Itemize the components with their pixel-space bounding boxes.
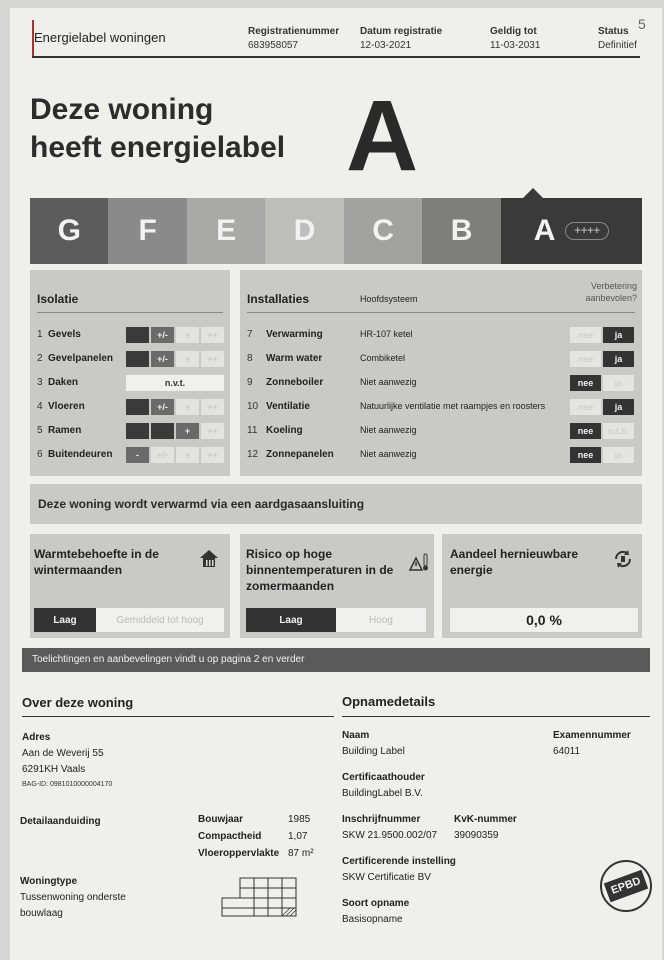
- isolatie-divider: [37, 312, 223, 313]
- rating-cell: +: [176, 327, 199, 343]
- row-name: Daken: [48, 377, 79, 388]
- heating-note-bar: [30, 484, 642, 524]
- header-field-status: [598, 26, 637, 51]
- toggle-no: nee: [570, 327, 601, 343]
- installaties-panel: [240, 270, 642, 476]
- field-value: Definitief: [598, 40, 637, 51]
- gauge-high: Hoog: [336, 608, 426, 632]
- exam-label: Examennummer: [553, 730, 631, 741]
- epbd-logo: [600, 860, 652, 912]
- field-label: Status: [598, 26, 629, 37]
- isolatie-row: [30, 422, 230, 440]
- naam-value: Building Label: [342, 746, 405, 757]
- installatie-row: [240, 422, 642, 440]
- rating-cell: +: [176, 447, 199, 463]
- row-number: 1: [37, 329, 43, 340]
- box-title: Aandeel hernieuwbare energie: [450, 547, 579, 577]
- scale-step-d: D: [265, 198, 343, 264]
- soort-label: Soort opname: [342, 898, 410, 909]
- gauge-high: Gemiddeld tot hoog: [96, 608, 224, 632]
- isolatie-title: Isolatie: [37, 292, 79, 306]
- installatie-row: [240, 326, 642, 344]
- row-number: 9: [247, 377, 253, 388]
- rating-cell: [126, 423, 149, 439]
- rating-cell: +/-: [151, 399, 174, 415]
- row-name: Zonneboiler: [266, 377, 324, 388]
- house-heat-icon: [198, 548, 220, 568]
- row-system: HR-107 ketel: [360, 329, 413, 339]
- toggle-no: nee: [570, 351, 601, 367]
- row-number: 2: [37, 353, 43, 364]
- header-field-geldig: [490, 26, 540, 51]
- spec-bouwjaar-value: 1985: [288, 814, 311, 825]
- scale-step-b: B: [422, 198, 500, 264]
- field-value: 11-03-2031: [490, 40, 541, 51]
- woningtype-line2: bouwlaag: [20, 908, 63, 919]
- row-system: Niet aanwezig: [360, 449, 417, 459]
- insch-label: Inschrijfnummer: [342, 814, 421, 825]
- scale-step-e: E: [187, 198, 265, 264]
- heating-note: Deze woning wordt verwarmd via een aardgasaansluiting: [38, 497, 365, 511]
- rating-cell: ++: [201, 447, 224, 463]
- row-name: Buitendeuren: [48, 449, 113, 460]
- scale-extra-badge: ++++: [565, 222, 609, 240]
- headline-line1: Deze woning: [30, 93, 214, 126]
- woningtype-label: Woningtype: [20, 876, 78, 887]
- scale-active-letter: A: [533, 214, 556, 247]
- toggle-yes: ja: [603, 351, 634, 367]
- inst-value: SKW Certificatie BV: [342, 872, 431, 883]
- toggle-yes: ja: [603, 399, 634, 415]
- row-number: 12: [247, 449, 259, 460]
- opname-title: Opnamedetails: [342, 694, 436, 709]
- rating-cell: [126, 351, 149, 367]
- toggle-no: nee: [570, 447, 601, 463]
- row-number: 8: [247, 353, 253, 364]
- label-scale: [30, 198, 642, 264]
- adres-line2: 6291KH Vaals: [22, 764, 86, 775]
- row-number: 10: [247, 401, 259, 412]
- installaties-improve-label: Verbetering aanbevolen?: [585, 281, 637, 303]
- improvement-toggle: [570, 327, 634, 343]
- row-system: Natuurlijke ventilatie met raampjes en roosters: [360, 401, 546, 411]
- woning-title: Over deze woning: [22, 695, 134, 710]
- header-field-datum: [360, 26, 442, 51]
- bag-id: BAG-ID: 0981010000004170: [22, 781, 113, 788]
- rating-cell: n.v.t.: [126, 375, 224, 391]
- scale-step-f: F: [108, 198, 186, 264]
- woning-divider: [22, 716, 334, 717]
- rating-cell: ++: [201, 351, 224, 367]
- isolatie-row: [30, 350, 230, 368]
- field-label: Datum registratie: [360, 26, 443, 37]
- adres-line1: Aan de Weverij 55: [22, 748, 104, 759]
- row-name: Ventilatie: [266, 401, 310, 412]
- corner-mark: 5: [638, 16, 646, 32]
- row-name: Zonnepanelen: [266, 449, 334, 460]
- box-hernieuwbaar: [442, 534, 642, 638]
- rating-cell: +: [176, 399, 199, 415]
- installatie-row: [240, 446, 642, 464]
- installaties-divider: [247, 312, 635, 313]
- recycle-icon: [612, 548, 634, 570]
- renewable-share-value: 0,0 %: [450, 608, 638, 632]
- isolatie-row: [30, 374, 230, 392]
- isolatie-panel: [30, 270, 230, 476]
- doc-title: Energielabel woningen: [34, 30, 166, 45]
- toggle-yes: ja: [603, 447, 634, 463]
- rating-cells: [126, 375, 224, 391]
- scale-step-g: G: [30, 198, 108, 264]
- box-warmtebehoefte: [30, 534, 230, 638]
- improvement-toggle: [570, 423, 634, 439]
- header-field-registratienummer: [248, 26, 339, 51]
- row-system: Niet aanwezig: [360, 377, 417, 387]
- installatie-row: [240, 398, 642, 416]
- rating-cell: [151, 423, 174, 439]
- improvement-toggle: [570, 447, 634, 463]
- row-number: 11: [247, 425, 258, 436]
- kvk-label: KvK-nummer: [454, 814, 517, 825]
- woningtype-line1: Tussenwoning onderste: [20, 892, 126, 903]
- rating-cell: [126, 327, 149, 343]
- opname-divider: [342, 716, 650, 717]
- kvk-value: 39090359: [454, 830, 499, 841]
- spec-vloer-label: Vloeroppervlakte: [198, 848, 280, 859]
- field-value: 12-03-2021: [360, 40, 412, 51]
- field-label: Registratienummer: [248, 26, 340, 37]
- toggle-no: nee: [570, 399, 601, 415]
- rating-cell: ++: [201, 399, 224, 415]
- row-number: 3: [37, 377, 43, 388]
- inst-label: Certificerende instelling: [342, 856, 456, 867]
- rating-cell: [126, 399, 149, 415]
- cert-label: Certificaathouder: [342, 772, 425, 783]
- row-name: Ramen: [48, 425, 82, 436]
- row-name: Gevels: [48, 329, 81, 340]
- spec-compactheid-label: Compactheid: [198, 831, 262, 842]
- row-number: 6: [37, 449, 43, 460]
- row-number: 7: [247, 329, 253, 340]
- rating-cells: [126, 399, 224, 415]
- rating-cell: +/-: [151, 447, 174, 463]
- gauge-low: Laag: [34, 608, 96, 632]
- headline-label: A: [346, 80, 419, 192]
- isolatie-row: [30, 326, 230, 344]
- spec-compactheid-value: 1,07: [288, 831, 308, 842]
- rating-cell: -: [126, 447, 149, 463]
- improvement-toggle: [570, 351, 634, 367]
- rating-cells: [126, 327, 224, 343]
- installatie-row: [240, 350, 642, 368]
- rating-cell: ++: [201, 327, 224, 343]
- installaties-subtitle: Hoofdsysteem: [360, 294, 418, 304]
- rating-cells: [126, 447, 224, 463]
- epbd-logo-text: EPBD: [604, 870, 648, 902]
- improvement-toggle: [570, 399, 634, 415]
- row-system: Niet aanwezig: [360, 425, 417, 435]
- row-name: Vloeren: [48, 401, 85, 412]
- rating-cell: +/-: [151, 327, 174, 343]
- installaties-title: Installaties: [247, 292, 310, 306]
- toggle-no: nee: [570, 423, 601, 439]
- gauge-low: Laag: [246, 608, 336, 632]
- adres-label: Adres: [22, 732, 51, 743]
- cert-value: BuildingLabel B.V.: [342, 788, 423, 799]
- rating-cells: [126, 351, 224, 367]
- building-type-icon: [220, 876, 300, 918]
- box-risico: [240, 534, 434, 638]
- row-name: Gevelpanelen: [48, 353, 114, 364]
- row-number: 4: [37, 401, 43, 412]
- box-title: Warmtebehoefte in de wintermaanden: [34, 547, 159, 577]
- info-banner-text: Toelichtingen en aanbevelingen vindt u op pagina 2 en verder: [32, 654, 305, 665]
- row-name: Warm water: [266, 353, 323, 364]
- scale-step-c: C: [344, 198, 422, 264]
- row-system: Combiketel: [360, 353, 406, 363]
- row-name: Koeling: [266, 425, 303, 436]
- rating-cell: ++: [201, 423, 224, 439]
- thermometer-warning-icon: [408, 552, 430, 572]
- spec-bouwjaar-label: Bouwjaar: [198, 814, 244, 825]
- scale-step-a-active: [501, 198, 642, 264]
- naam-label: Naam: [342, 730, 370, 741]
- insch-value: SKW 21.9500.002/07: [342, 830, 438, 841]
- rating-cell: +/-: [151, 351, 174, 367]
- row-name: Verwarming: [266, 329, 323, 340]
- active-pointer-icon: [523, 188, 543, 198]
- rating-cell: +: [176, 423, 199, 439]
- header-divider: [32, 56, 640, 58]
- exam-value: 64011: [553, 746, 581, 757]
- rating-cells: [126, 423, 224, 439]
- row-number: 5: [37, 425, 43, 436]
- toggle-no: nee: [570, 375, 601, 391]
- toggle-yes: ja: [603, 375, 634, 391]
- field-label: Geldig tot: [490, 26, 537, 37]
- toggle-yes: ja: [603, 327, 634, 343]
- isolatie-row: [30, 446, 230, 464]
- spec-vloer-value: 87 m²: [288, 848, 314, 859]
- detail-label: Detailaanduiding: [20, 816, 101, 827]
- field-value: 683958057: [248, 40, 299, 51]
- rating-cell: +: [176, 351, 199, 367]
- headline-line2: heeft energielabel: [30, 131, 286, 164]
- soort-value: Basisopname: [342, 914, 403, 925]
- energy-label-document: [10, 8, 662, 960]
- installatie-row: [240, 374, 642, 392]
- info-banner: [22, 648, 650, 672]
- toggle-yes: n.t.b.: [603, 423, 634, 439]
- improvement-toggle: [570, 375, 634, 391]
- box-title: Risico op hoge binnentemperaturen in de zomermaanden: [246, 547, 394, 593]
- isolatie-row: [30, 398, 230, 416]
